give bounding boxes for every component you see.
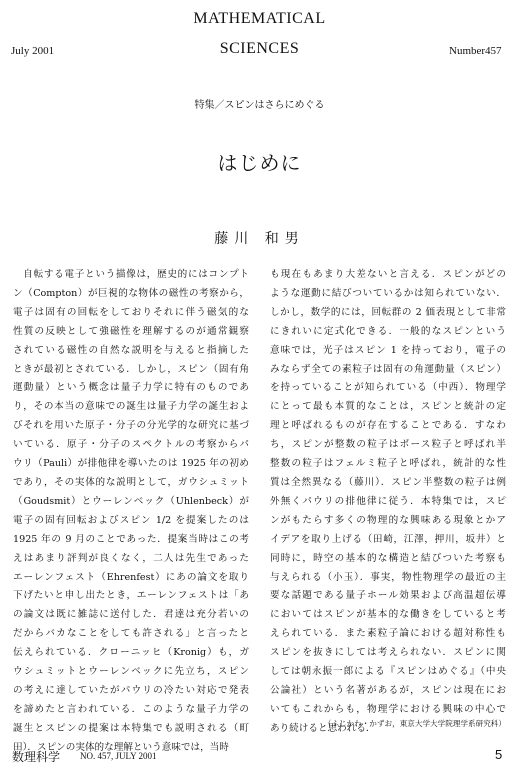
body-right-column <box>270 266 506 739</box>
body-text-line: みならず全ての素粒子は固有の角運動量（スピン） <box>270 363 506 375</box>
body-text-line: 電子の固有回転およびスピン 1/2 を提案したのは <box>13 514 249 526</box>
body-text-line: の論文は既に雑誌に送付した．君達は充分若いの <box>13 609 249 621</box>
body-text-line: いている．原子・分子のスペクトルの考察からパ <box>13 439 249 451</box>
body-text-line: 1925 年の 9 月のことであった．提案当時はこの考 <box>13 533 249 545</box>
body-text-line: 質は全然異なる（藤川）．スピン半整数の粒子は例 <box>270 476 506 488</box>
page-number: 5 <box>495 747 503 762</box>
body-text-line: を持っていることが知られている（中西）．物理学 <box>270 382 506 394</box>
body-text-line: 理と呼ばれるものが存在することである．すなわ <box>270 420 506 432</box>
body-text-line: 意味では，光子はスピン 1 を持っており，電子の <box>270 344 506 356</box>
body-text-line: ンがもたらす多くの物理的な興味ある現象とかア <box>270 514 506 526</box>
body-text-line: ような運動に結びついているかは知られていない． <box>270 287 506 299</box>
author-name: 藤川 和男 <box>214 231 305 247</box>
body-text-line: ウリ（Pauli）が排他律を導いたのは 1925 年の初め <box>13 458 249 470</box>
journal-title-line2: SCIENCES <box>219 40 300 57</box>
body-text-line: えはあまり評判が良くなく，二人は先生であった <box>13 552 249 564</box>
issue-number: Number457 <box>449 45 502 57</box>
body-text-line: ときが最初とされている．しかし，スピン（固有角 <box>13 363 249 375</box>
body-text-line: り，その本当の意味での誕生は量子力学の誕生およ <box>13 401 249 413</box>
body-text-line: えられている．また素粒子論における超対称性も <box>270 628 506 640</box>
body-text-line: エーレンフェスト（Ehrenfest）にあの論文を取り <box>13 571 249 583</box>
body-text-line: 公論社）という名著があるが，スピンは現在にお <box>270 684 506 696</box>
body-text-line: 自転する電子という描像は，歴史的にはコンプト <box>13 269 249 280</box>
footer-journal-name: 数理科学 <box>12 750 61 764</box>
body-text-line: にきれいに定式化できる．一般的なスピンという <box>270 325 506 337</box>
body-text-line: 下げたいと申し出たとき，エーレンフェストは「あ <box>13 590 249 602</box>
body-text-line: 要な話題である量子ホール効果および高温超伝導 <box>270 590 506 602</box>
body-text-line: 外無くパウリの排他律に従う．本特集では，スピ <box>270 495 506 507</box>
body-text-line: の考えに達していたがパウリの冷たい対応で発表 <box>13 684 249 696</box>
body-text-line: あり続けると思われる． <box>270 722 376 734</box>
body-text-line: スピンを抜きにしては考えられない．スピンに関 <box>270 647 506 659</box>
body-text-line: 電子は固有の回転をしておりそれに伴う磁気的な <box>13 306 249 318</box>
body-text-line: においてはスピンが基本的な働きをしていると考 <box>270 609 506 621</box>
body-text-line: 伝えられている．クローニッヒ（Kronig）も，ガ <box>13 647 249 659</box>
journal-title-line1: MATHEMATICAL <box>193 10 326 27</box>
body-text-line: イデアを取り上げる（田崎，江澤，押川，坂井）と <box>270 533 506 545</box>
article-title: はじめに <box>217 151 302 175</box>
body-text-line: 田）．スピンの実体的な理解という意味では，当時 <box>13 741 229 753</box>
body-text-line: も現在もあまり大差ないと言える．スピンがどの <box>270 269 506 280</box>
body-text-line: びそれを用いた原子・分子の分光学的な研究に基づ <box>13 420 249 432</box>
body-text-line: 整数の粒子はフェルミ粒子と呼ばれ，統計的な性 <box>270 458 506 470</box>
body-text-line: ウシュミットとウーレンベックに先立ち，スピン <box>13 666 249 678</box>
body-left-column <box>13 266 249 758</box>
body-text-line: いてもこれからも，物理学における興味の中心で <box>270 703 506 715</box>
body-text-line: 運動量）という概念は量子力学に特有のものであ <box>13 382 249 394</box>
body-text-line: にとって最も本質的なことは，スピンと統計の定 <box>270 401 506 413</box>
special-issue-label: 特集／スピンはさらにめぐる <box>194 100 325 111</box>
body-text-line: を諦めたと言われている．このような量子力学の <box>13 703 249 715</box>
body-text-line: しかし，数学的には，回転群の 2 価表現として非常 <box>270 306 506 318</box>
body-text-line: ち，スピンが整数の粒子はボース粒子と呼ばれ半 <box>270 439 506 451</box>
body-text-line: 与えられる（小玉）．事実，物性物理学の最近の主 <box>270 571 506 583</box>
author-affiliation: （ふじかわ・かずお，東京大学大学院理学系研究科） <box>323 719 506 728</box>
body-text-line: しては朝永振一郎による『スピンはめぐる』（中央 <box>270 666 506 678</box>
body-text-line: であり，その実体的な説明として，ガウシュミット <box>13 476 249 488</box>
body-text-line: ン（Compton）が巨視的な物体の磁性の考察から， <box>13 287 249 299</box>
footer-issue: NO. 457, JULY 2001 <box>80 751 157 761</box>
body-text-line: されている磁性の自然な説明を与えると指摘した <box>13 344 249 356</box>
body-text-line: 誕生とスピンの提案は本特集でも説明される（町 <box>13 722 249 734</box>
issue-date: July 2001 <box>11 45 55 57</box>
body-text-line: 性質の反映として強磁性を理解するのが通常観察 <box>13 325 249 337</box>
body-text-line: だからバカなことをしても許される」と言ったと <box>13 628 249 640</box>
body-text-line: （Goudsmit）とウーレンベック（Uhlenbeck）が <box>13 495 249 507</box>
body-text-line: 同時に，時空の基本的な構造と結びついた考察も <box>270 552 506 564</box>
